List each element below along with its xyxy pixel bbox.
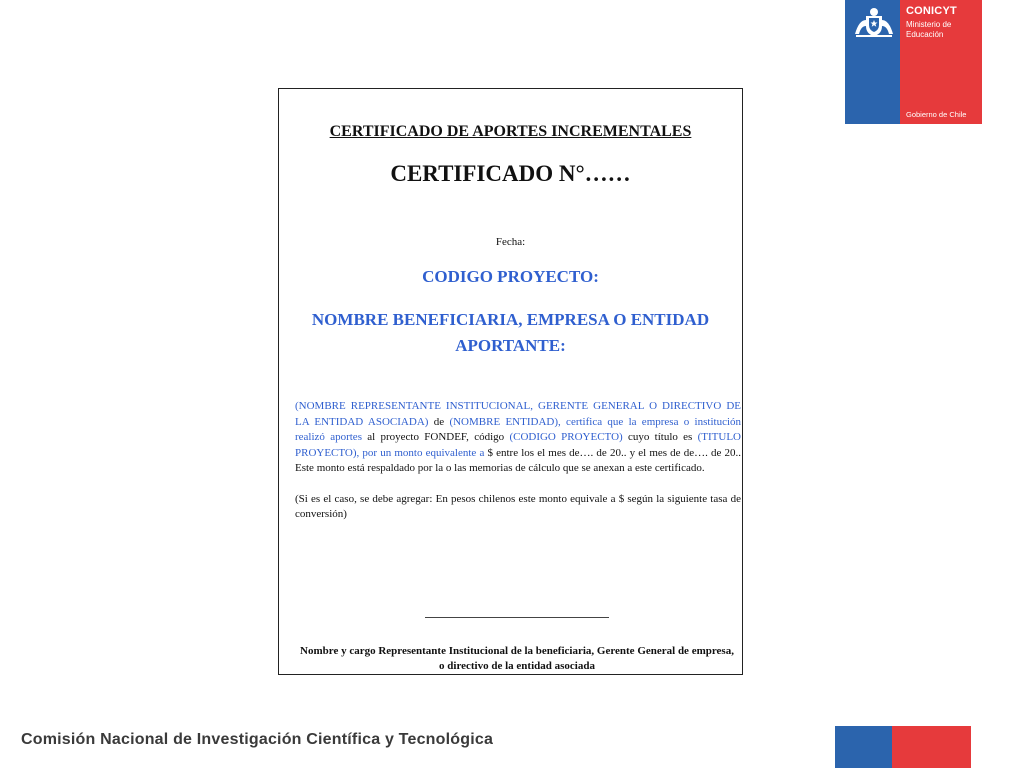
logo-government: Gobierno de Chile xyxy=(906,110,967,119)
certificate-title: CERTIFICADO DE APORTES INCREMENTALES xyxy=(329,123,692,140)
logo-red-panel xyxy=(900,0,982,124)
footer-flag-blue xyxy=(835,726,892,768)
chile-coat-of-arms-icon xyxy=(852,4,896,40)
logo-title: CONICYT xyxy=(906,5,957,17)
al-proyecto-text: al proyecto FONDEF, código xyxy=(361,431,510,443)
signature-caption: Nombre y cargo Representante Institucional de la beneficiaria, Gerente General de empresa, o directivo de la entidad asociada xyxy=(300,645,734,672)
footer-flag xyxy=(835,726,971,768)
signature-line xyxy=(425,617,609,618)
cuyo-text: cuyo título es xyxy=(622,431,698,443)
codigo-proyecto-heading: CODIGO PROYECTO: xyxy=(422,267,599,286)
footer-flag-red xyxy=(892,726,971,768)
entidad-placeholder: (NOMBRE ENTIDAD), certifica que la empresa o institución realizó aportes xyxy=(295,415,742,443)
certificate-body xyxy=(295,399,741,538)
conicyt-logo xyxy=(845,0,982,124)
footer-institution: Comisión Nacional de Investigación Científica y Tecnológica xyxy=(21,731,494,748)
nombre-beneficiaria-heading: NOMBRE BENEFICIARIA, EMPRESA O ENTIDAD APORTANTE: xyxy=(311,310,710,355)
logo-subtitle-line1: Ministerio de xyxy=(906,20,952,29)
codigo-placeholder: (CODIGO PROYECTO) xyxy=(509,431,623,443)
de-text: de xyxy=(428,415,450,428)
fecha-label: Fecha: xyxy=(495,236,526,248)
logo-blue-panel xyxy=(845,0,900,124)
titulo-placeholder: (TITULO PROYECTO), por un monto equivalente a xyxy=(295,431,741,459)
certificate-number: CERTIFICADO N°…… xyxy=(390,161,631,186)
monto-text: $ entre los el mes de…. de 20.. y el mes de de…. de 20.. Este monto está respaldado por la o las memorias de cálculo que se anexan a este certificado. xyxy=(295,446,741,474)
logo-subtitle-line2: Educación xyxy=(906,30,944,39)
certificate-document xyxy=(278,88,743,675)
logo-subtitle xyxy=(906,20,951,40)
certificate-paragraph-2: (Si es el caso, se debe agregar: En pesos chilenos este monto equivale a $ según la siguiente tasa de conversión) xyxy=(295,492,741,520)
rep-placeholder: (NOMBRE REPRESENTANTE INSTITUCIONAL, GERENTE GENERAL O DIRECTIVO DE LA ENTIDAD ASOCIADA) xyxy=(295,400,741,428)
certificate-paragraph-1 xyxy=(295,399,741,477)
